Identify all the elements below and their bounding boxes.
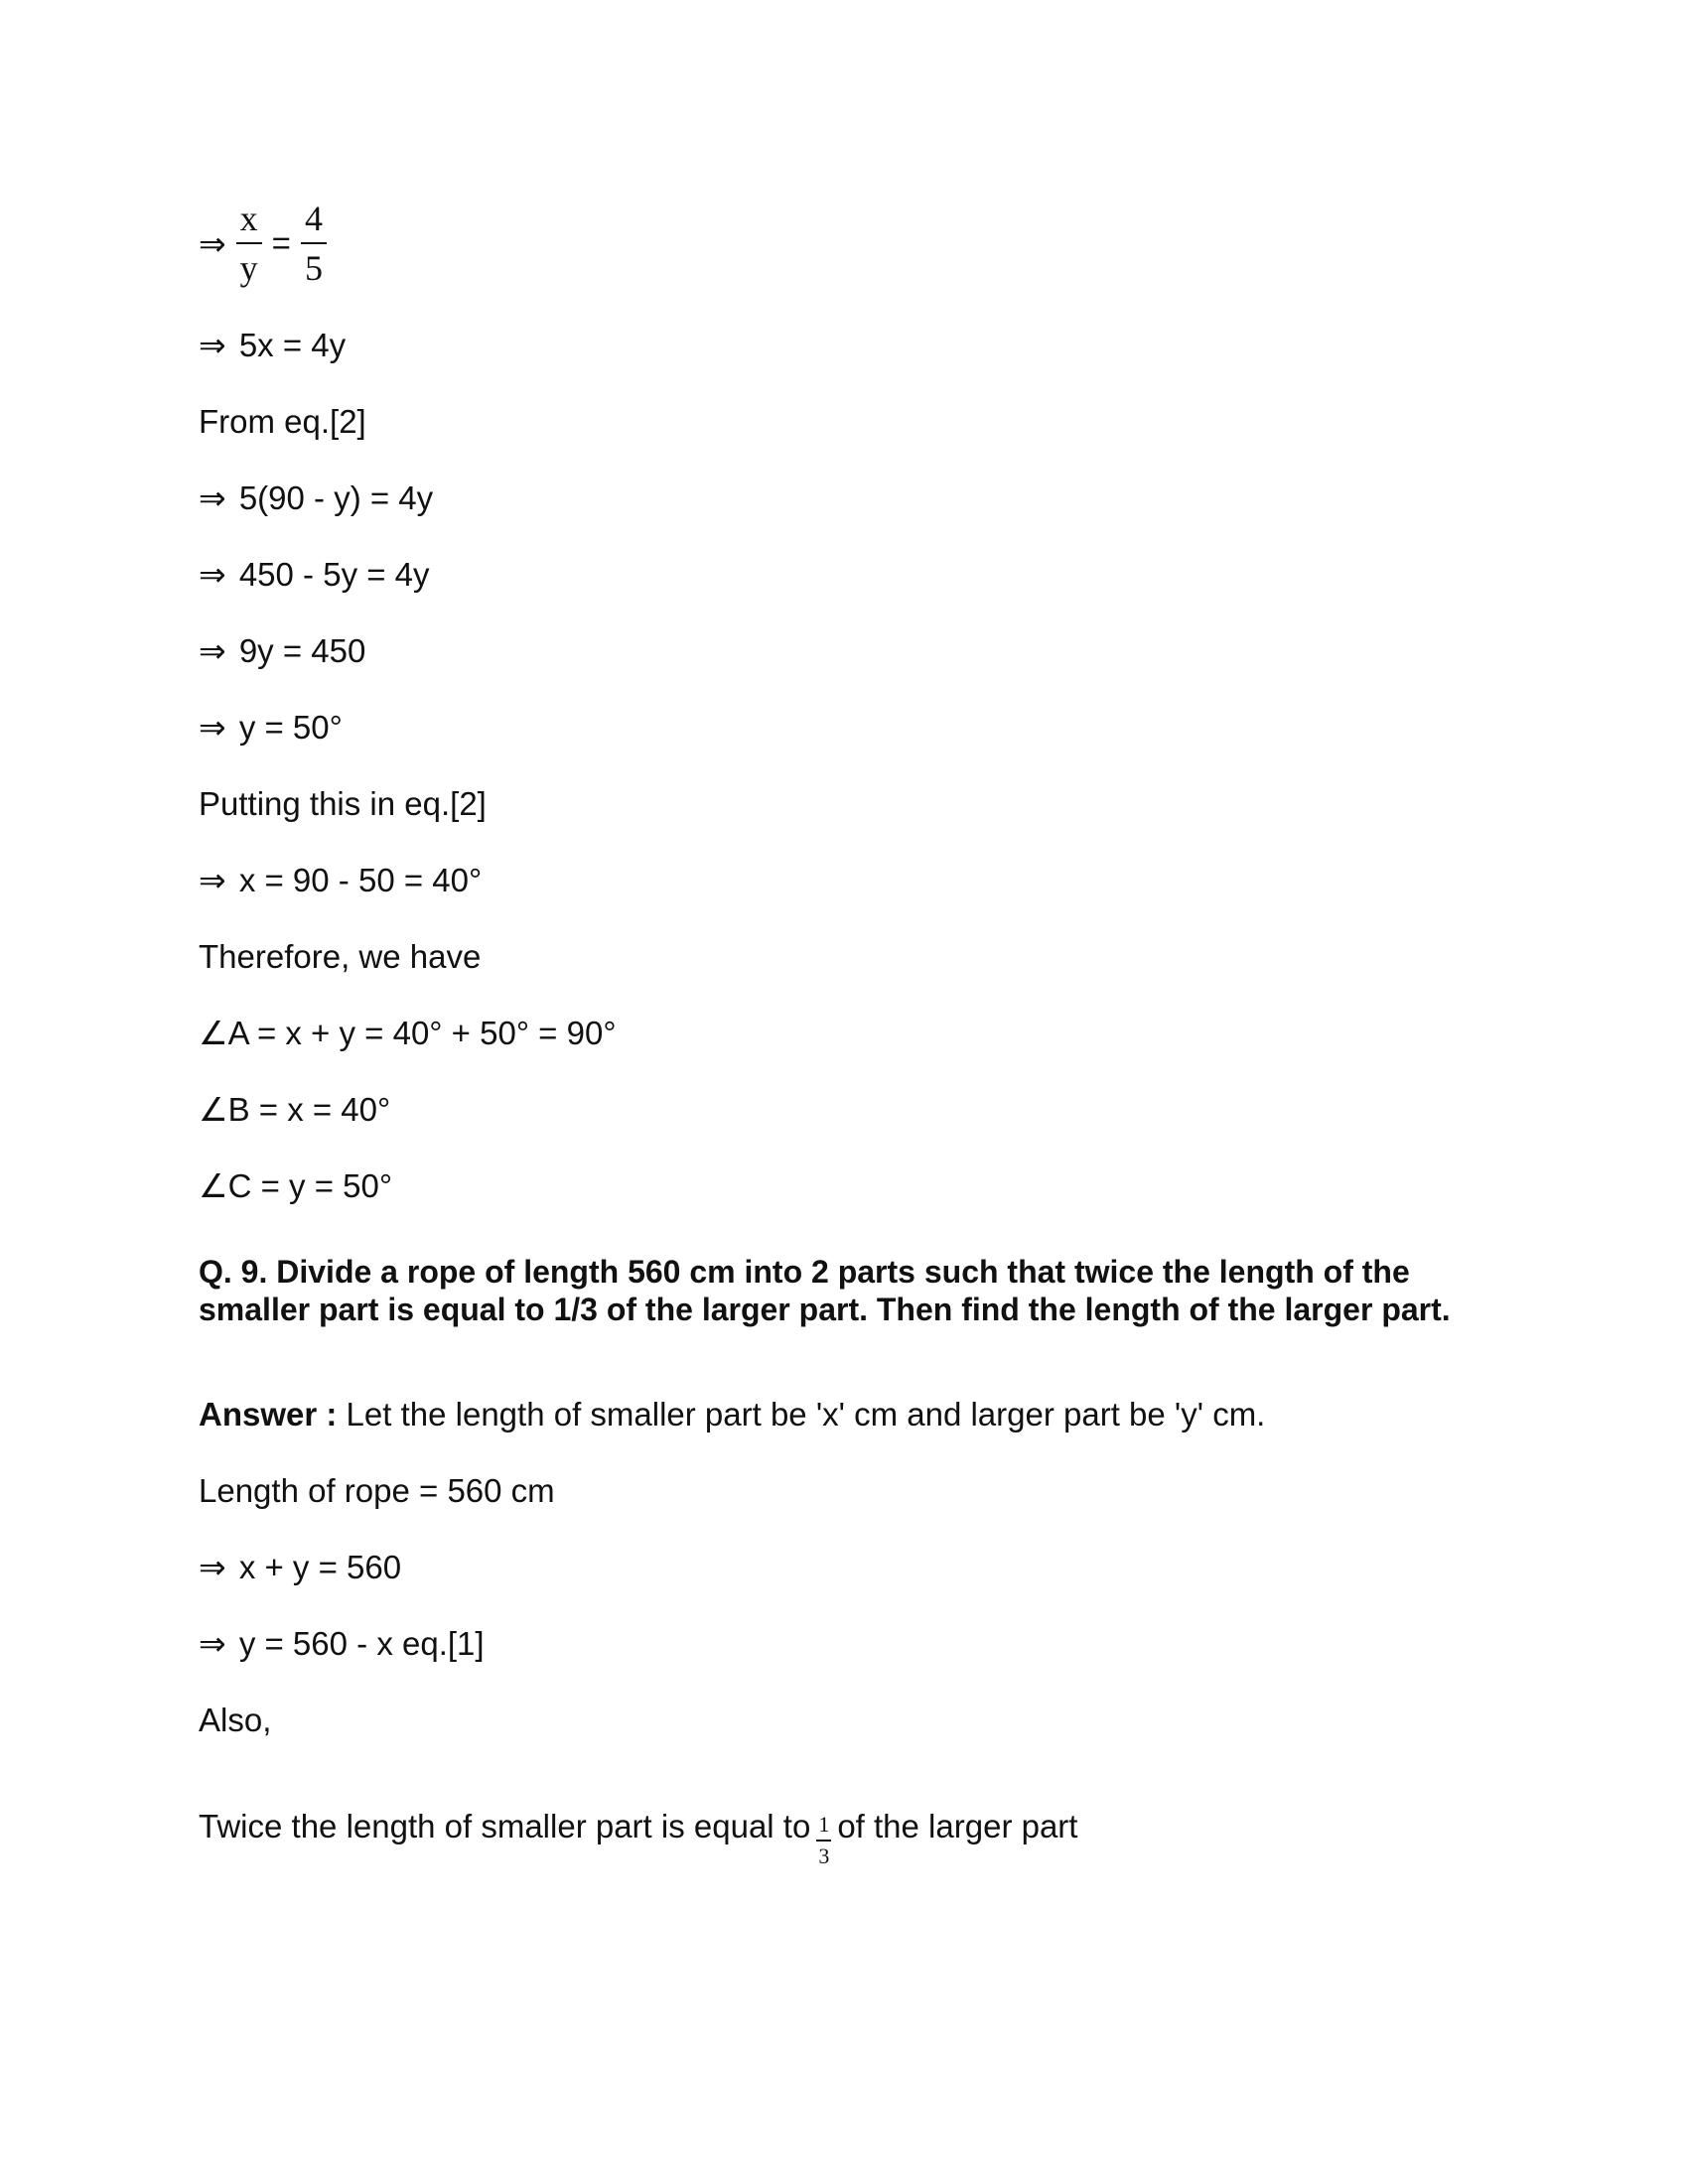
equation-text: y = 560 - x eq.[1] bbox=[238, 1625, 485, 1662]
fraction-numerator: 4 bbox=[304, 199, 323, 238]
equals-sign: = bbox=[271, 224, 291, 261]
text-line: Length of rope = 560 cm bbox=[199, 1472, 555, 1509]
math-line bbox=[199, 708, 343, 748]
fraction-denominator: 3 bbox=[816, 1840, 831, 1868]
fraction-denominator: 5 bbox=[301, 242, 327, 288]
equation-text: 450 - 5y = 4y bbox=[238, 556, 430, 593]
equation-text: 5x = 4y bbox=[238, 327, 347, 363]
answer-text: Let the length of smaller part be 'x' cm and larger part be 'y' cm. bbox=[337, 1396, 1266, 1433]
fraction-numerator: 1 bbox=[818, 1812, 830, 1837]
equation-text: x + y = 560 bbox=[238, 1549, 402, 1585]
angle-line: ∠B = x = 40° bbox=[199, 1091, 391, 1128]
equation-text: x = 90 - 50 = 40° bbox=[238, 862, 483, 898]
implies-arrow: ⇒ bbox=[199, 1625, 226, 1662]
fraction-numerator: x bbox=[239, 199, 258, 238]
math-line bbox=[199, 555, 430, 595]
angle-line: ∠A = x + y = 40° + 50° = 90° bbox=[199, 1015, 617, 1051]
text-line: From eq.[2] bbox=[199, 403, 366, 440]
fraction-one-third bbox=[816, 1813, 831, 1868]
text-line-with-fraction bbox=[199, 1807, 1077, 1868]
equation-text: 5(90 - y) = 4y bbox=[238, 479, 434, 516]
fraction-x-over-y bbox=[236, 199, 262, 288]
sentence-part: Twice the length of smaller part is equal to bbox=[199, 1808, 811, 1844]
text-line: Also, bbox=[199, 1702, 272, 1738]
implies-arrow: ⇒ bbox=[199, 479, 226, 516]
implies-arrow: ⇒ bbox=[199, 556, 226, 593]
fraction-denominator: y bbox=[236, 242, 262, 288]
implies-arrow: ⇒ bbox=[199, 224, 226, 262]
math-line bbox=[199, 1624, 485, 1664]
math-line bbox=[199, 861, 482, 900]
implies-arrow: ⇒ bbox=[199, 709, 226, 746]
math-line bbox=[199, 1548, 401, 1587]
equation-text: 9y = 450 bbox=[238, 632, 366, 669]
text-line: Putting this in eq.[2] bbox=[199, 785, 487, 822]
math-line bbox=[199, 478, 433, 518]
question-heading: Q. 9. Divide a rope of length 560 cm into 2 parts such that twice the length of the smaller part is equal to 1/3 of the larger part. Then find the length of the larger part. bbox=[199, 1254, 1451, 1327]
sentence-part: of the larger part bbox=[837, 1808, 1078, 1844]
implies-arrow: ⇒ bbox=[199, 1549, 226, 1585]
fraction-equation bbox=[199, 199, 333, 288]
answer-label: Answer : bbox=[199, 1396, 338, 1433]
implies-arrow: ⇒ bbox=[199, 632, 226, 669]
answer-line bbox=[199, 1395, 1265, 1434]
math-line bbox=[199, 326, 346, 365]
text-line: Therefore, we have bbox=[199, 938, 482, 975]
implies-arrow: ⇒ bbox=[199, 327, 226, 363]
fraction-4-over-5 bbox=[301, 199, 327, 288]
implies-arrow: ⇒ bbox=[199, 862, 226, 898]
angle-line: ∠C = y = 50° bbox=[199, 1167, 393, 1204]
equation-text: y = 50° bbox=[238, 709, 343, 746]
math-line bbox=[199, 631, 365, 671]
